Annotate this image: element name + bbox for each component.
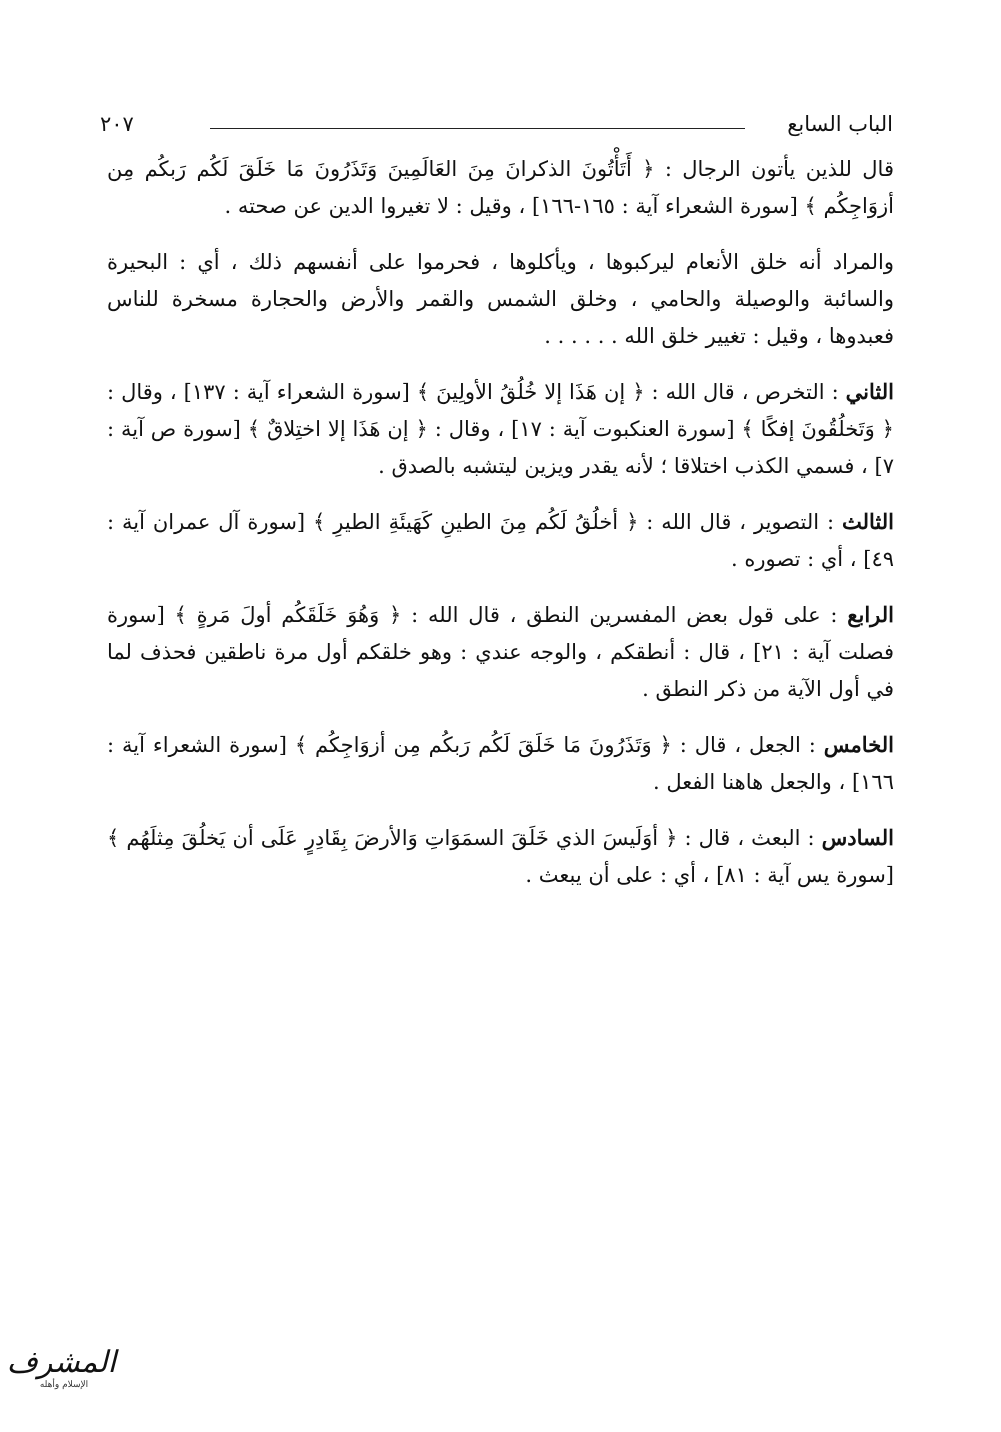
logo-subtext: الإسلام وأهله — [39, 1380, 89, 1390]
running-header — [100, 112, 893, 146]
paragraph-text: : الجعل ، قال : ﴿ وَتَذَرُونَ مَا خَلَقَ لَكُم رَبكُم مِن أزوَاجِكُم ﴾ [سورة الشعراء آية : ١٦٦] ، والجعل هاهنا الفعل . — [107, 733, 894, 794]
paragraph-fourth-meaning — [107, 596, 894, 708]
paragraph-text: : التصوير ، قال الله : ﴿ أخلُقُ لَكُم مِنَ الطينِ كَهَيئَةِ الطيرِ ﴾ [سورة آل عمران آية : ٤٩] ، أي : تصوره . — [107, 510, 894, 571]
paragraph-lead: السادس — [821, 825, 894, 850]
paragraph-1 — [107, 150, 894, 225]
paragraph-text: : التخرص ، قال الله : ﴿ إن هَذَا إلا خُلُقُ الأولِينَ ﴾ [سورة الشعراء آية : ١٣٧] ، وقال : ﴿ وَتَخلُقُونَ إفكًا ﴾ [سورة العنكبوت آية : ١٧] ، وقال : ﴿ إن هَذَا إلا اختِلاقٌ ﴾ [سورة ص آية : ٧] ، فسمي الكذب اختلاقا ؛ لأنه يقدر ويزين ليتشبه بالصدق . — [107, 380, 894, 478]
paragraph-lead: الرابع — [847, 602, 894, 627]
chapter-title: الباب السابع — [787, 112, 893, 136]
paragraph-text: والمراد أنه خلق الأنعام ليركبوها ، ويأكلوها ، فحرموا على أنفسهم ذلك ، أي : البحيرة والسائبة والوصيلة والحامي ، وخلق الشمس والقمر والأرض والحجارة مسخرة للناس فعبدوها ، وقيل : تغيير خلق الله . . . . . . — [107, 250, 894, 348]
paragraph-sixth-meaning — [107, 819, 894, 894]
paragraph-third-meaning — [107, 503, 894, 578]
paragraph-fifth-meaning — [107, 726, 894, 801]
paragraph-text: : البعث ، قال : ﴿ أوَلَيسَ الذي خَلَقَ السمَوَاتِ وَالأرضَ بِقَادِرٍ عَلَى أن يَخلُقَ مِثلَهُم ﴾ [سورة يس آية : ٨١] ، أي : على أن يبعث . — [107, 826, 894, 887]
paragraph-text: قال للذين يأتون الرجال : ﴿ أَتَأْتُونَ الذكرانَ مِنَ العَالَمِينَ وَتَذَرُونَ مَا خَلَقَ لَكُم رَبكُم مِن أزوَاجِكُم ﴾ [سورة الشعراء آية : ١٦٥-١٦٦] ، وقيل : لا تغيروا الدين عن صحته . — [107, 157, 894, 218]
paragraph-lead: الثاني — [845, 379, 894, 404]
logo-text: المشرف — [6, 1345, 116, 1380]
paragraph-lead: الخامس — [823, 732, 894, 757]
page-number: ٢٠٧ — [100, 112, 134, 136]
paragraph-lead: الثالث — [842, 509, 894, 534]
paragraph-2 — [107, 243, 894, 355]
paragraph-text: : على قول بعض المفسرين النطق ، قال الله : ﴿ وَهُوَ خَلَقَكُم أولَ مَرةٍ ﴾ [سورة فصلت آية : ٢١] ، قال : أنطقكم ، والوجه عندي : وهو خلقكم أول مرة ناطقين فحذف لما في أول الآية من ذكر النطق . — [107, 603, 894, 701]
paragraph-second-meaning — [107, 373, 894, 485]
body-text — [107, 150, 894, 912]
header-rule — [210, 128, 745, 129]
publisher-logo — [6, 1345, 116, 1411]
